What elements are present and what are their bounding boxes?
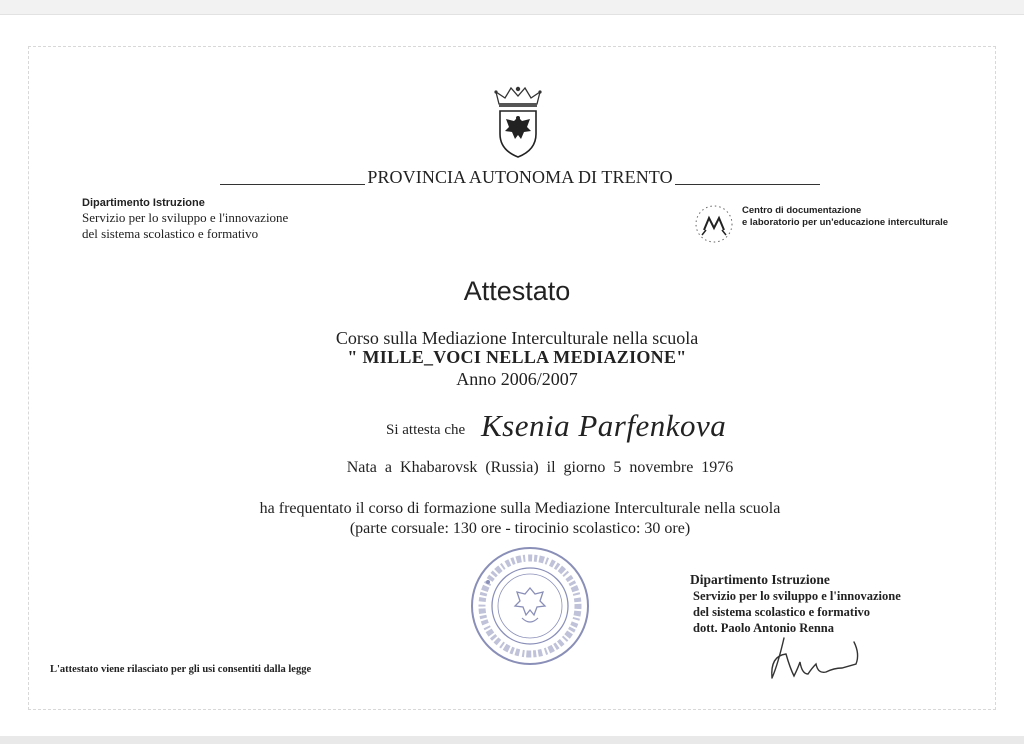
birth-details: Nata a Khabarovsk (Russia) il giorno 5 novembre 1976	[346, 459, 734, 476]
attesta-label: Si attesta che	[386, 422, 466, 438]
scan-bottom-edge	[0, 736, 1024, 744]
heading-rule-left	[220, 184, 365, 185]
legal-footer: L'attestato viene rilasciato per gli usi consentiti dalla legge	[50, 664, 312, 675]
attendance-line2: (parte corsuale: 130 ore - tirocinio scolastico: 30 ore)	[349, 520, 691, 537]
centro-documentazione	[742, 205, 982, 228]
handwritten-signature	[764, 634, 874, 684]
department-left-line1: Servizio per lo sviluppo e l'innovazione	[82, 210, 289, 225]
course-line: Corso sulla Mediazione Interculturale nella scuola	[335, 328, 699, 348]
department-left-line2: del sistema scolastico e formativo	[82, 226, 259, 241]
official-stamp	[468, 544, 592, 668]
department-right-line1: Servizio per lo sviluppo e l'innovazione	[693, 589, 901, 603]
recipient-name: Ksenia Parfenkova	[481, 408, 727, 443]
academic-year: Anno 2006/2007	[456, 369, 578, 389]
department-right-title: Dipartimento Istruzione	[690, 572, 830, 587]
department-left-title: Dipartimento Istruzione	[82, 197, 205, 209]
coat-of-arms-icon	[493, 84, 543, 160]
heading-rule-right	[675, 184, 820, 185]
province-heading	[220, 166, 820, 188]
attendance-line1: ha frequentato il corso di formazione sulla Mediazione Interculturale nella scuola	[259, 500, 781, 517]
department-left	[82, 197, 382, 242]
signatory-name: dott. Paolo Antonio Renna	[693, 621, 834, 635]
course-name: " MILLE_VOCI NELLA MEDIAZIONE"	[347, 347, 687, 367]
province-name: PROVINCIA AUTONOMA DI TRENTO	[367, 167, 673, 187]
department-right	[690, 572, 990, 636]
centro-line1: Centro di documentazione	[742, 205, 862, 216]
centro-line2: e laboratorio per un'educazione interculturale	[742, 216, 949, 228]
mille-voci-logo-icon	[690, 202, 738, 246]
department-right-line2: del sistema scolastico e formativo	[693, 605, 871, 619]
certificate-title: Attestato	[463, 276, 571, 306]
scan-top-edge	[0, 0, 1024, 15]
